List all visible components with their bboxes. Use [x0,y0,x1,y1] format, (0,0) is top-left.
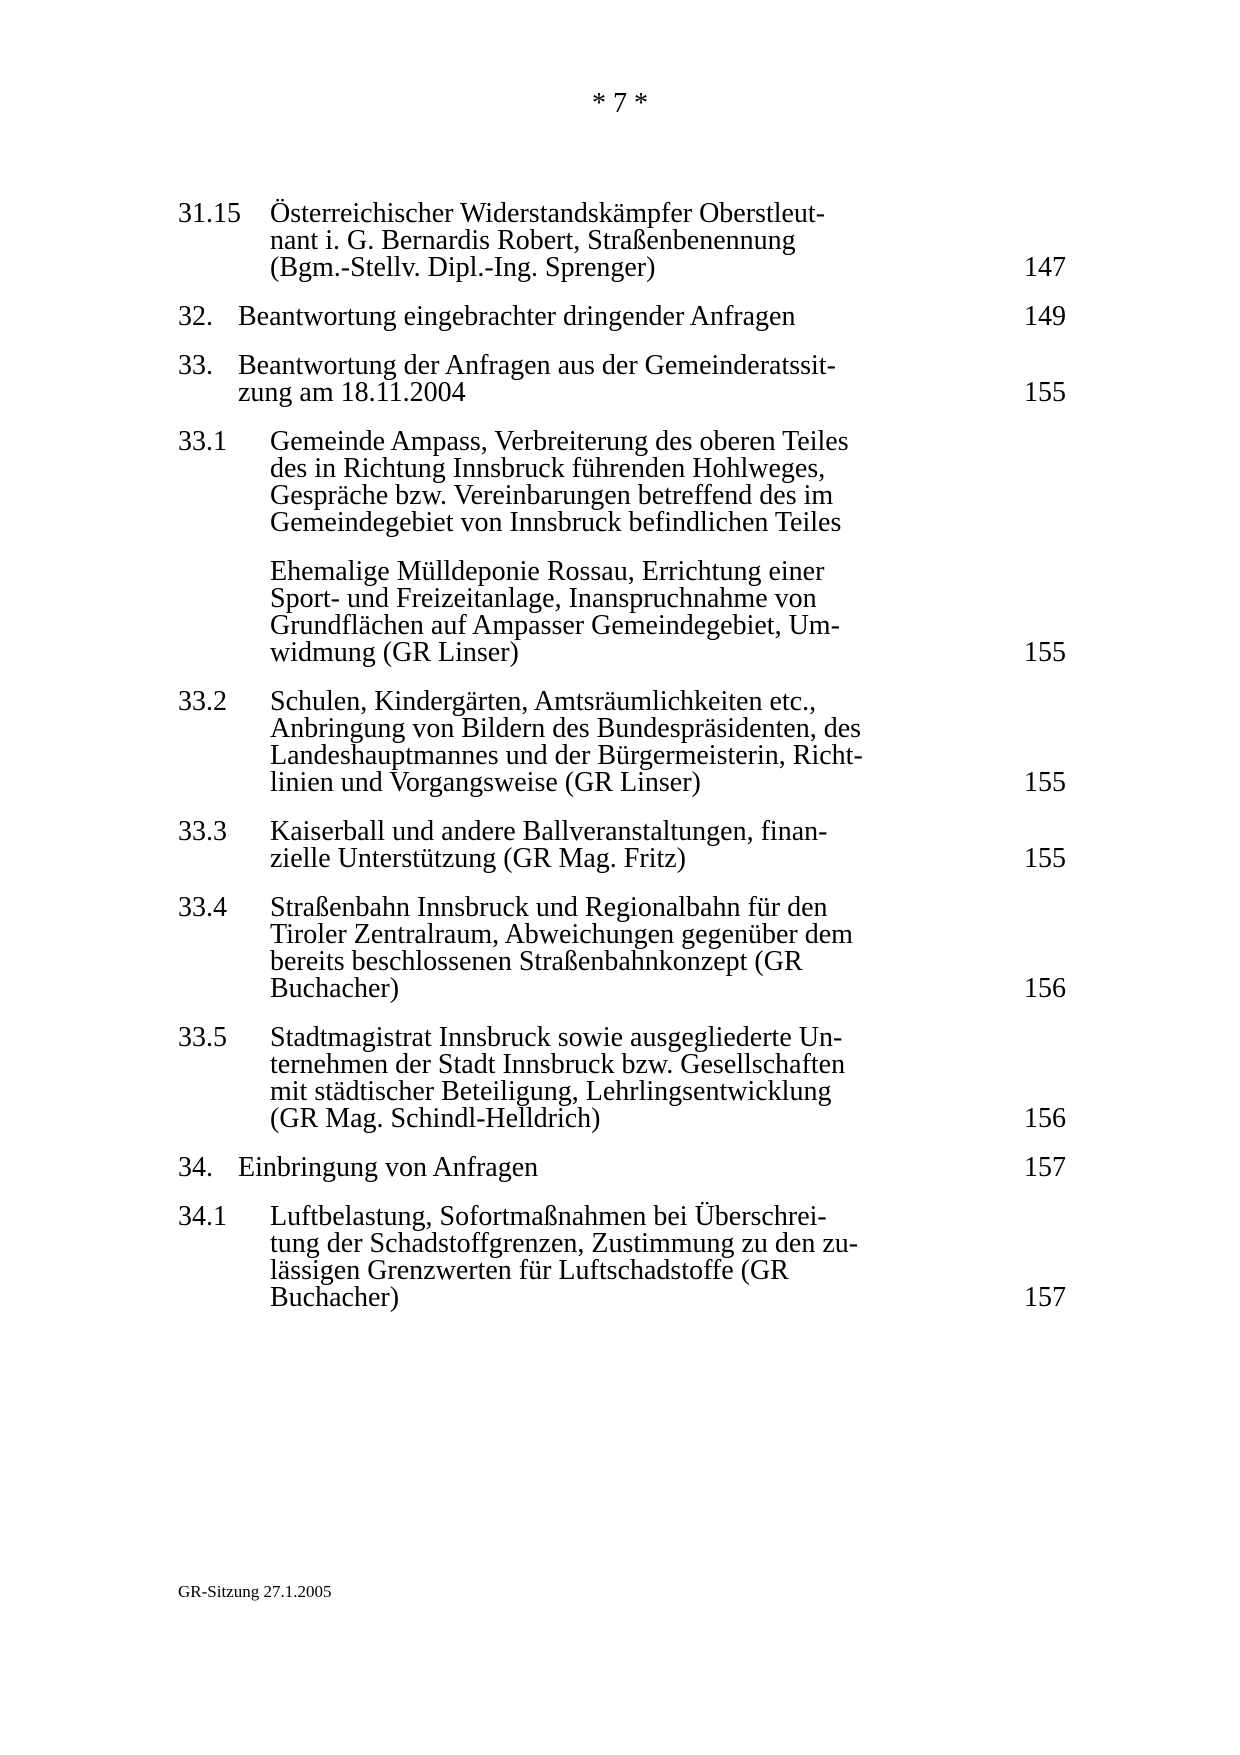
page-marker: * 7 * [592,88,648,119]
toc-entry-34 [178,1154,1066,1181]
entry-title [270,558,892,666]
entry-line: Tiroler Zentralraum, Abweichungen gegenüber dem [270,919,853,950]
entry-line: Stadtmagistrat Innsbruck sowie ausgegliederte Un- [270,1022,843,1053]
page-footer: GR-Sitzung 27.1.2005 [178,1582,332,1601]
entry-line: Kaiserball und andere Ballveranstaltungen, finan- [270,816,828,847]
entry-page-number: 157 [1024,1152,1066,1183]
entry-line: Gespräche bzw. Vereinbarungen betreffend des im [270,480,834,511]
entry-line: mit städtischer Beteiligung, Lehrlingsentwicklung [270,1076,832,1107]
entry-page-number: 155 [1024,637,1066,668]
entry-line: nant i. G. Bernardis Robert, Straßenbenennung [270,225,796,256]
entry-page-number: 155 [1024,767,1066,798]
entry-number: 33.1 [178,426,227,457]
entry-page-number: 156 [1024,1103,1066,1134]
entry-number: 31.15 [178,198,241,229]
entry-line: Buchacher) [270,1282,400,1313]
entry-title [238,1154,892,1181]
entry-page-number: 155 [1024,377,1066,408]
toc-entry-33-5 [178,1024,1066,1132]
entry-line: Landeshauptmannes und der Bürgermeisterin, Richt- [270,740,863,771]
entry-number: 33.3 [178,816,227,847]
entry-line: Gemeinde Ampass, Verbreiterung des oberen Teiles [270,426,849,457]
toc-entry-33-3 [178,818,1066,872]
entry-line: Straßenbahn Innsbruck und Regionalbahn für den [270,892,828,923]
toc-entry-34-1 [178,1203,1066,1311]
entry-title [270,200,892,281]
entry-line: Sport- und Freizeitanlage, Inanspruchnahme von [270,583,817,614]
entry-page-number: 147 [1024,252,1066,283]
entry-title [270,688,892,796]
entry-number: 33.5 [178,1022,227,1053]
entry-line: Grundflächen auf Ampasser Gemeindegebiet, Um- [270,610,840,641]
entry-number: 34.1 [178,1201,227,1232]
entry-title [270,818,892,872]
entry-line: Luftbelastung, Sofortmaßnahmen bei Überschrei- [270,1201,827,1232]
entry-number: 33. [178,350,213,381]
entry-line: Schulen, Kindergärten, Amtsräumlichkeiten etc., [270,686,817,717]
entry-line: (Bgm.-Stellv. Dipl.-Ing. Sprenger) [270,252,656,283]
entry-line: Beantwortung eingebrachter dringender Anfragen [238,301,796,332]
entry-line: Gemeindegebiet von Innsbruck befindlichen Teiles [270,507,842,538]
entry-title [270,1203,892,1311]
entry-line: zielle Unterstützung (GR Mag. Fritz) [270,843,687,874]
entry-title [238,303,892,330]
entry-number: 33.2 [178,686,227,717]
entry-line: des in Richtung Innsbruck führenden Hohlweges, [270,453,826,484]
entry-line: tung der Schadstoffgrenzen, Zustimmung zu den zu- [270,1228,859,1259]
toc-entry-32 [178,303,1066,330]
entry-page-number: 157 [1024,1282,1066,1313]
entry-line: lässigen Grenzwerten für Luftschadstoffe (GR [270,1255,789,1286]
entry-line: zung am 18.11.2004 [238,377,466,408]
entry-title [270,428,892,536]
entry-number: 32. [178,301,213,332]
entry-line: Österreichischer Widerstandskämpfer Oberstleut- [270,198,826,229]
toc-entry-33 [178,352,1066,406]
entry-line: bereits beschlossenen Straßenbahnkonzept (GR [270,946,803,977]
entry-page-number: 156 [1024,973,1066,1004]
entry-line: (GR Mag. Schindl-Helldrich) [270,1103,601,1134]
toc-entry-31-15 [178,200,1066,281]
entry-page-number: 149 [1024,301,1066,332]
table-of-contents [178,200,1066,1311]
entry-line: widmung (GR Linser) [270,637,519,668]
toc-entry-33-1 [178,428,1066,536]
entry-line: Beantwortung der Anfragen aus der Gemeinderatssit- [238,350,836,381]
entry-title [270,1024,892,1132]
entry-line: Buchacher) [270,973,400,1004]
toc-entry-33-2 [178,688,1066,796]
entry-line: linien und Vorgangsweise (GR Linser) [270,767,701,798]
entry-page-number: 155 [1024,843,1066,874]
entry-line: Ehemalige Mülldeponie Rossau, Errichtung einer [270,556,825,587]
entry-title [270,894,892,1002]
toc-entry-33-4 [178,894,1066,1002]
entry-line: ternehmen der Stadt Innsbruck bzw. Gesellschaften [270,1049,846,1080]
toc-entry-33-1-continued [178,558,1066,666]
entry-line: Einbringung von Anfragen [238,1152,539,1183]
entry-line: Anbringung von Bildern des Bundespräsidenten, des [270,713,862,744]
entry-number: 34. [178,1152,213,1183]
entry-number: 33.4 [178,892,227,923]
entry-title [238,352,892,406]
